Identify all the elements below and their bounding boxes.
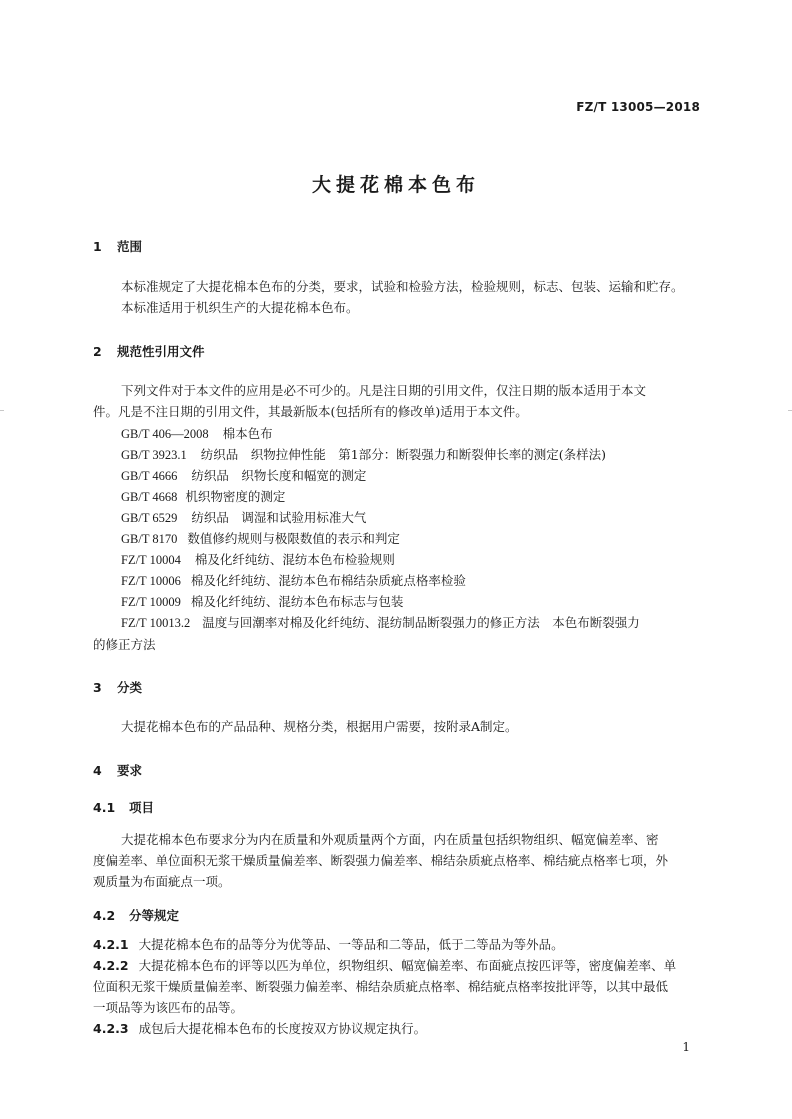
clause-number: 4.2.3: [93, 1021, 129, 1036]
clause-number: 4.2.2: [93, 958, 129, 973]
section-number: 2: [93, 344, 102, 359]
paragraph: 大提花棉本色布的产品品种、规格分类，根据用户需要，按附录A制定。: [121, 719, 518, 734]
reference-code: GB/T 8170: [121, 532, 178, 546]
paragraph: 大提花棉本色布要求分为内在质量和外观质量两个方面，内在质量包括织物组织、幅宽偏差率、密: [121, 832, 659, 847]
paragraph: 度偏差率、单位面积无浆干燥质量偏差率、断裂强力偏差率、棉结杂质疵点格率、棉结疵点格率七项，外: [93, 853, 669, 868]
section-title: 范围: [117, 239, 143, 254]
reference-item: [121, 571, 466, 589]
clause-text: 大提花棉本色布的评等以匹为单位，织物组织、幅宽偏差率、布面疵点按匹评等，密度偏差率、单: [138, 958, 677, 973]
reference-item: [121, 592, 403, 610]
section-3-heading: [93, 678, 142, 696]
reference-code: FZ/T 10004: [121, 553, 181, 567]
reference-title: 数值修约规则与极限数值的表示和判定: [187, 531, 400, 546]
section-title: 规范性引用文件: [117, 344, 205, 359]
scan-mark: [788, 410, 792, 411]
reference-title: 温度与回潮率对棉及化纤纯纺、混纺制品断裂强力的修正方法 本色布断裂强力: [202, 615, 640, 630]
clause-text: 大提花棉本色布的品等分为优等品、一等品和二等品，低于二等品为等外品。: [138, 937, 564, 952]
paragraph: 件。凡是不注日期的引用文件，其最新版本(包括所有的修改单)适用于本文件。: [93, 404, 528, 419]
paragraph: 本标准规定了大提花棉本色布的分类，要求，试验和检验方法，检验规则，标志、包装、运输和贮存。: [121, 279, 684, 294]
subsection-4-2-heading: [93, 906, 179, 924]
reference-title: 棉及化纤纯纺、混纺本色布检验规则: [194, 552, 395, 567]
reference-title: 棉及化纤纯纺、混纺本色布棉结杂质疵点格率检验: [190, 573, 466, 588]
reference-code: GB/T 4668: [121, 490, 178, 504]
clause-4-2-3: [93, 1018, 711, 1039]
reference-item: [121, 613, 640, 631]
page-number: 1: [682, 1040, 690, 1054]
reference-item: [121, 445, 606, 463]
reference-code: FZ/T 10009: [121, 595, 181, 609]
reference-item: [121, 466, 366, 484]
section-number: 3: [93, 680, 102, 695]
reference-continuation: 的修正方法: [93, 637, 156, 652]
clause-4-2-2: [93, 955, 711, 976]
section-title: 要求: [117, 763, 143, 778]
reference-title: 纺织品 调湿和试验用标准大气: [191, 510, 367, 525]
reference-title: 纺织品 织物长度和幅宽的测定: [191, 468, 367, 483]
reference-item: [121, 487, 285, 505]
reference-code: GB/T 6529: [121, 511, 178, 525]
section-2-heading: [93, 342, 205, 360]
section-number: 1: [93, 239, 102, 254]
clause-number: 4.2.1: [93, 937, 129, 952]
reference-code: GB/T 3923.1: [121, 448, 187, 462]
paragraph: 下列文件对于本文件的应用是必不可少的。凡是注日期的引用文件，仅注日期的版本适用于本文: [121, 383, 647, 398]
clause-text: 成包后大提花棉本色布的长度按双方协议规定执行。: [138, 1021, 427, 1036]
section-1-heading: [93, 237, 142, 255]
standard-code: FZ/T 13005—2018: [576, 100, 700, 114]
section-number: 4.1: [93, 800, 116, 815]
reference-code: FZ/T 10013.2: [121, 616, 191, 630]
reference-code: GB/T 4666: [121, 469, 178, 483]
reference-item: [121, 508, 366, 526]
paragraph: 本标准适用于机织生产的大提花棉本色布。: [121, 300, 359, 315]
paragraph: 位面积无浆干燥质量偏差率、断裂强力偏差率、棉结杂质疵点格率、棉结疵点格率按批评等，以其中最低: [93, 979, 669, 994]
reference-title: 纺织品 织物拉伸性能 第1部分：断裂强力和断裂伸长率的测定(条样法): [200, 447, 606, 462]
reference-code: GB/T 406—2008: [121, 427, 209, 441]
reference-title: 棉本色布: [222, 426, 273, 441]
clause-4-2-1: [93, 934, 711, 955]
reference-item: [121, 424, 273, 442]
section-4-heading: [93, 761, 142, 779]
document-title: 大提花棉本色布: [311, 174, 480, 196]
section-title: 分类: [117, 680, 143, 695]
section-title: 分等规定: [129, 908, 180, 923]
scan-mark: [0, 410, 4, 411]
section-title: 项目: [129, 800, 155, 815]
paragraph: 一项品等为该匹布的品等。: [93, 1000, 244, 1015]
section-number: 4: [93, 763, 102, 778]
reference-code: FZ/T 10006: [121, 574, 181, 588]
paragraph: 观质量为布面疵点一项。: [93, 874, 231, 889]
reference-title: 机织物密度的测定: [185, 489, 286, 504]
reference-title: 棉及化纤纯纺、混纺本色布标志与包装: [190, 594, 404, 609]
subsection-4-1-heading: [93, 798, 154, 816]
reference-item: [121, 529, 400, 547]
reference-item: [121, 550, 395, 568]
section-number: 4.2: [93, 908, 116, 923]
